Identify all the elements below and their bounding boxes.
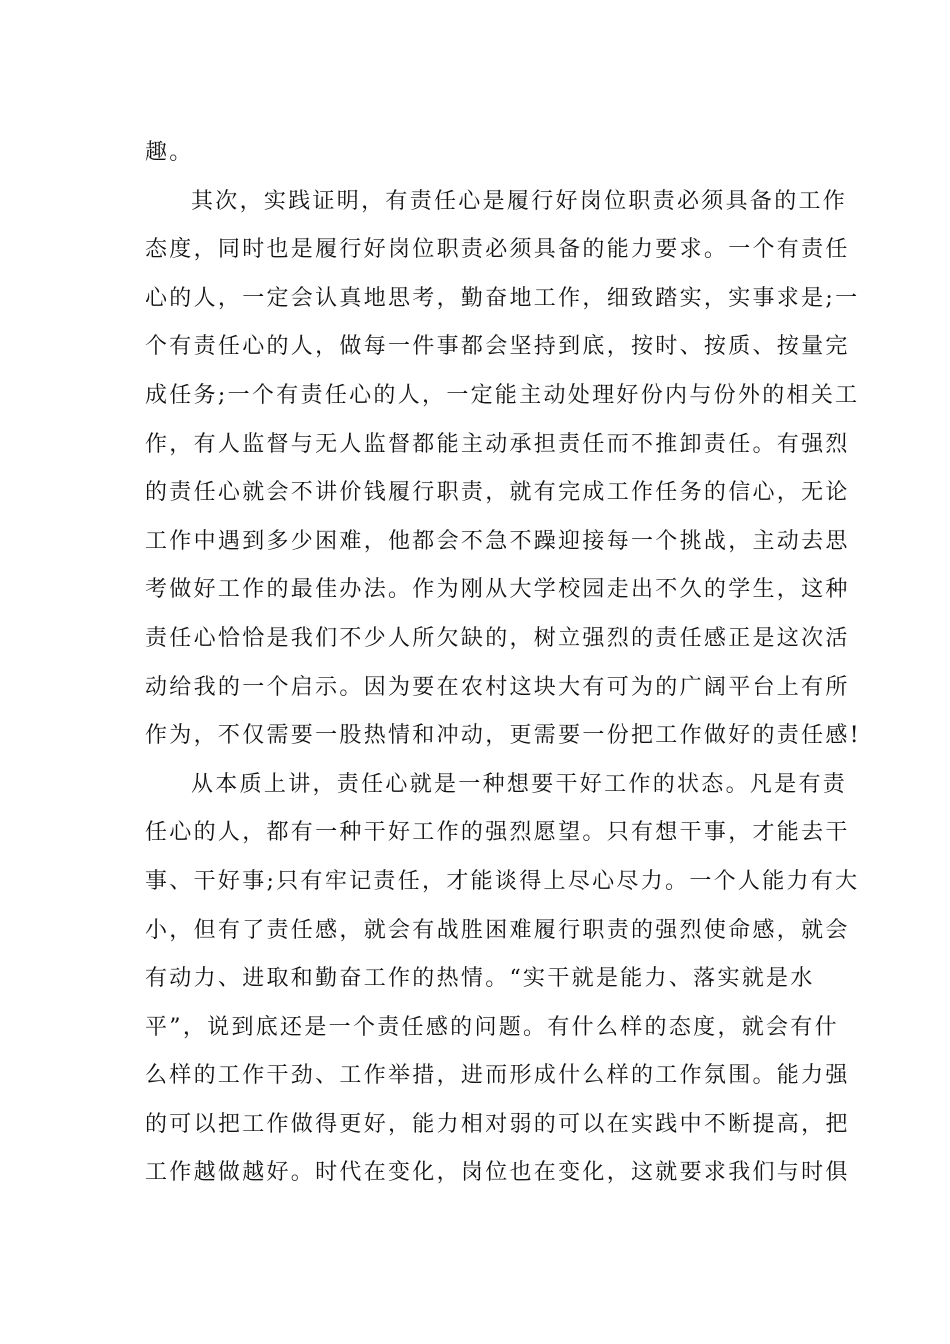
- text-line: 么样的工作干劲、工作举措，进而形成什么样的工作氛围。能力强: [145, 1063, 850, 1089]
- text-line: 作，有人监督与无人监督都能主动承担责任而不推卸责任。有强烈: [145, 431, 850, 457]
- text-line: 态度，同时也是履行好岗位职责必须具备的能力要求。一个有责任: [145, 237, 850, 263]
- text-line: 工作越做越好。时代在变化，岗位也在变化，这就要求我们与时俱: [145, 1160, 850, 1186]
- text-line: 作为，不仅需要一股热情和冲动，更需要一份把工作做好的责任感!: [145, 723, 861, 749]
- text-line: 个有责任心的人，做每一件事都会坚持到底，按时、按质、按量完: [145, 334, 850, 360]
- text-line: 趣。: [145, 140, 194, 165]
- text-line: 责任心恰恰是我们不少人所欠缺的，树立强烈的责任感正是这次活: [145, 625, 850, 651]
- text-line: 事、干好事;只有牢记责任，才能谈得上尽心尽力。一个人能力有大: [145, 868, 860, 894]
- text-line: 成任务;一个有责任心的人，一定能主动处理好份内与份外的相关工: [145, 382, 860, 408]
- text-line: 动给我的一个启示。因为要在农村这块大有可为的广阔平台上有所: [145, 674, 850, 700]
- paragraph-first-line: 从本质上讲，责任心就是一种想要干好工作的状态。凡是有责: [191, 771, 848, 797]
- text-line: 有动力、进取和勤奋工作的热情。“实干就是能力、落实就是水: [145, 966, 815, 992]
- text-line: 的责任心就会不讲价钱履行职责，就有完成工作任务的信心，无论: [145, 480, 850, 506]
- text-line: 任心的人，都有一种干好工作的强烈愿望。只有想干事，才能去干: [145, 820, 850, 846]
- text-line: 心的人，一定会认真地思考，勤奋地工作，细致踏实，实事求是;一: [145, 285, 860, 311]
- text-line: 考做好工作的最佳办法。作为刚从大学校园走出不久的学生，这种: [145, 577, 850, 603]
- text-line: 工作中遇到多少困难，他都会不急不躁迎接每一个挑战，主动去思: [145, 528, 850, 554]
- document-body: [145, 129, 861, 1198]
- paragraph-first-line: 其次，实践证明，有责任心是履行好岗位职责必须具备的工作: [191, 188, 848, 214]
- text-line: 平”，说到底还是一个责任感的问题。有什么样的态度，就会有什: [145, 1014, 839, 1040]
- text-line: 小，但有了责任感，就会有战胜困难履行职责的强烈使命感，就会: [145, 917, 850, 943]
- text-line: 的可以把工作做得更好，能力相对弱的可以在实践中不断提高，把: [145, 1111, 850, 1137]
